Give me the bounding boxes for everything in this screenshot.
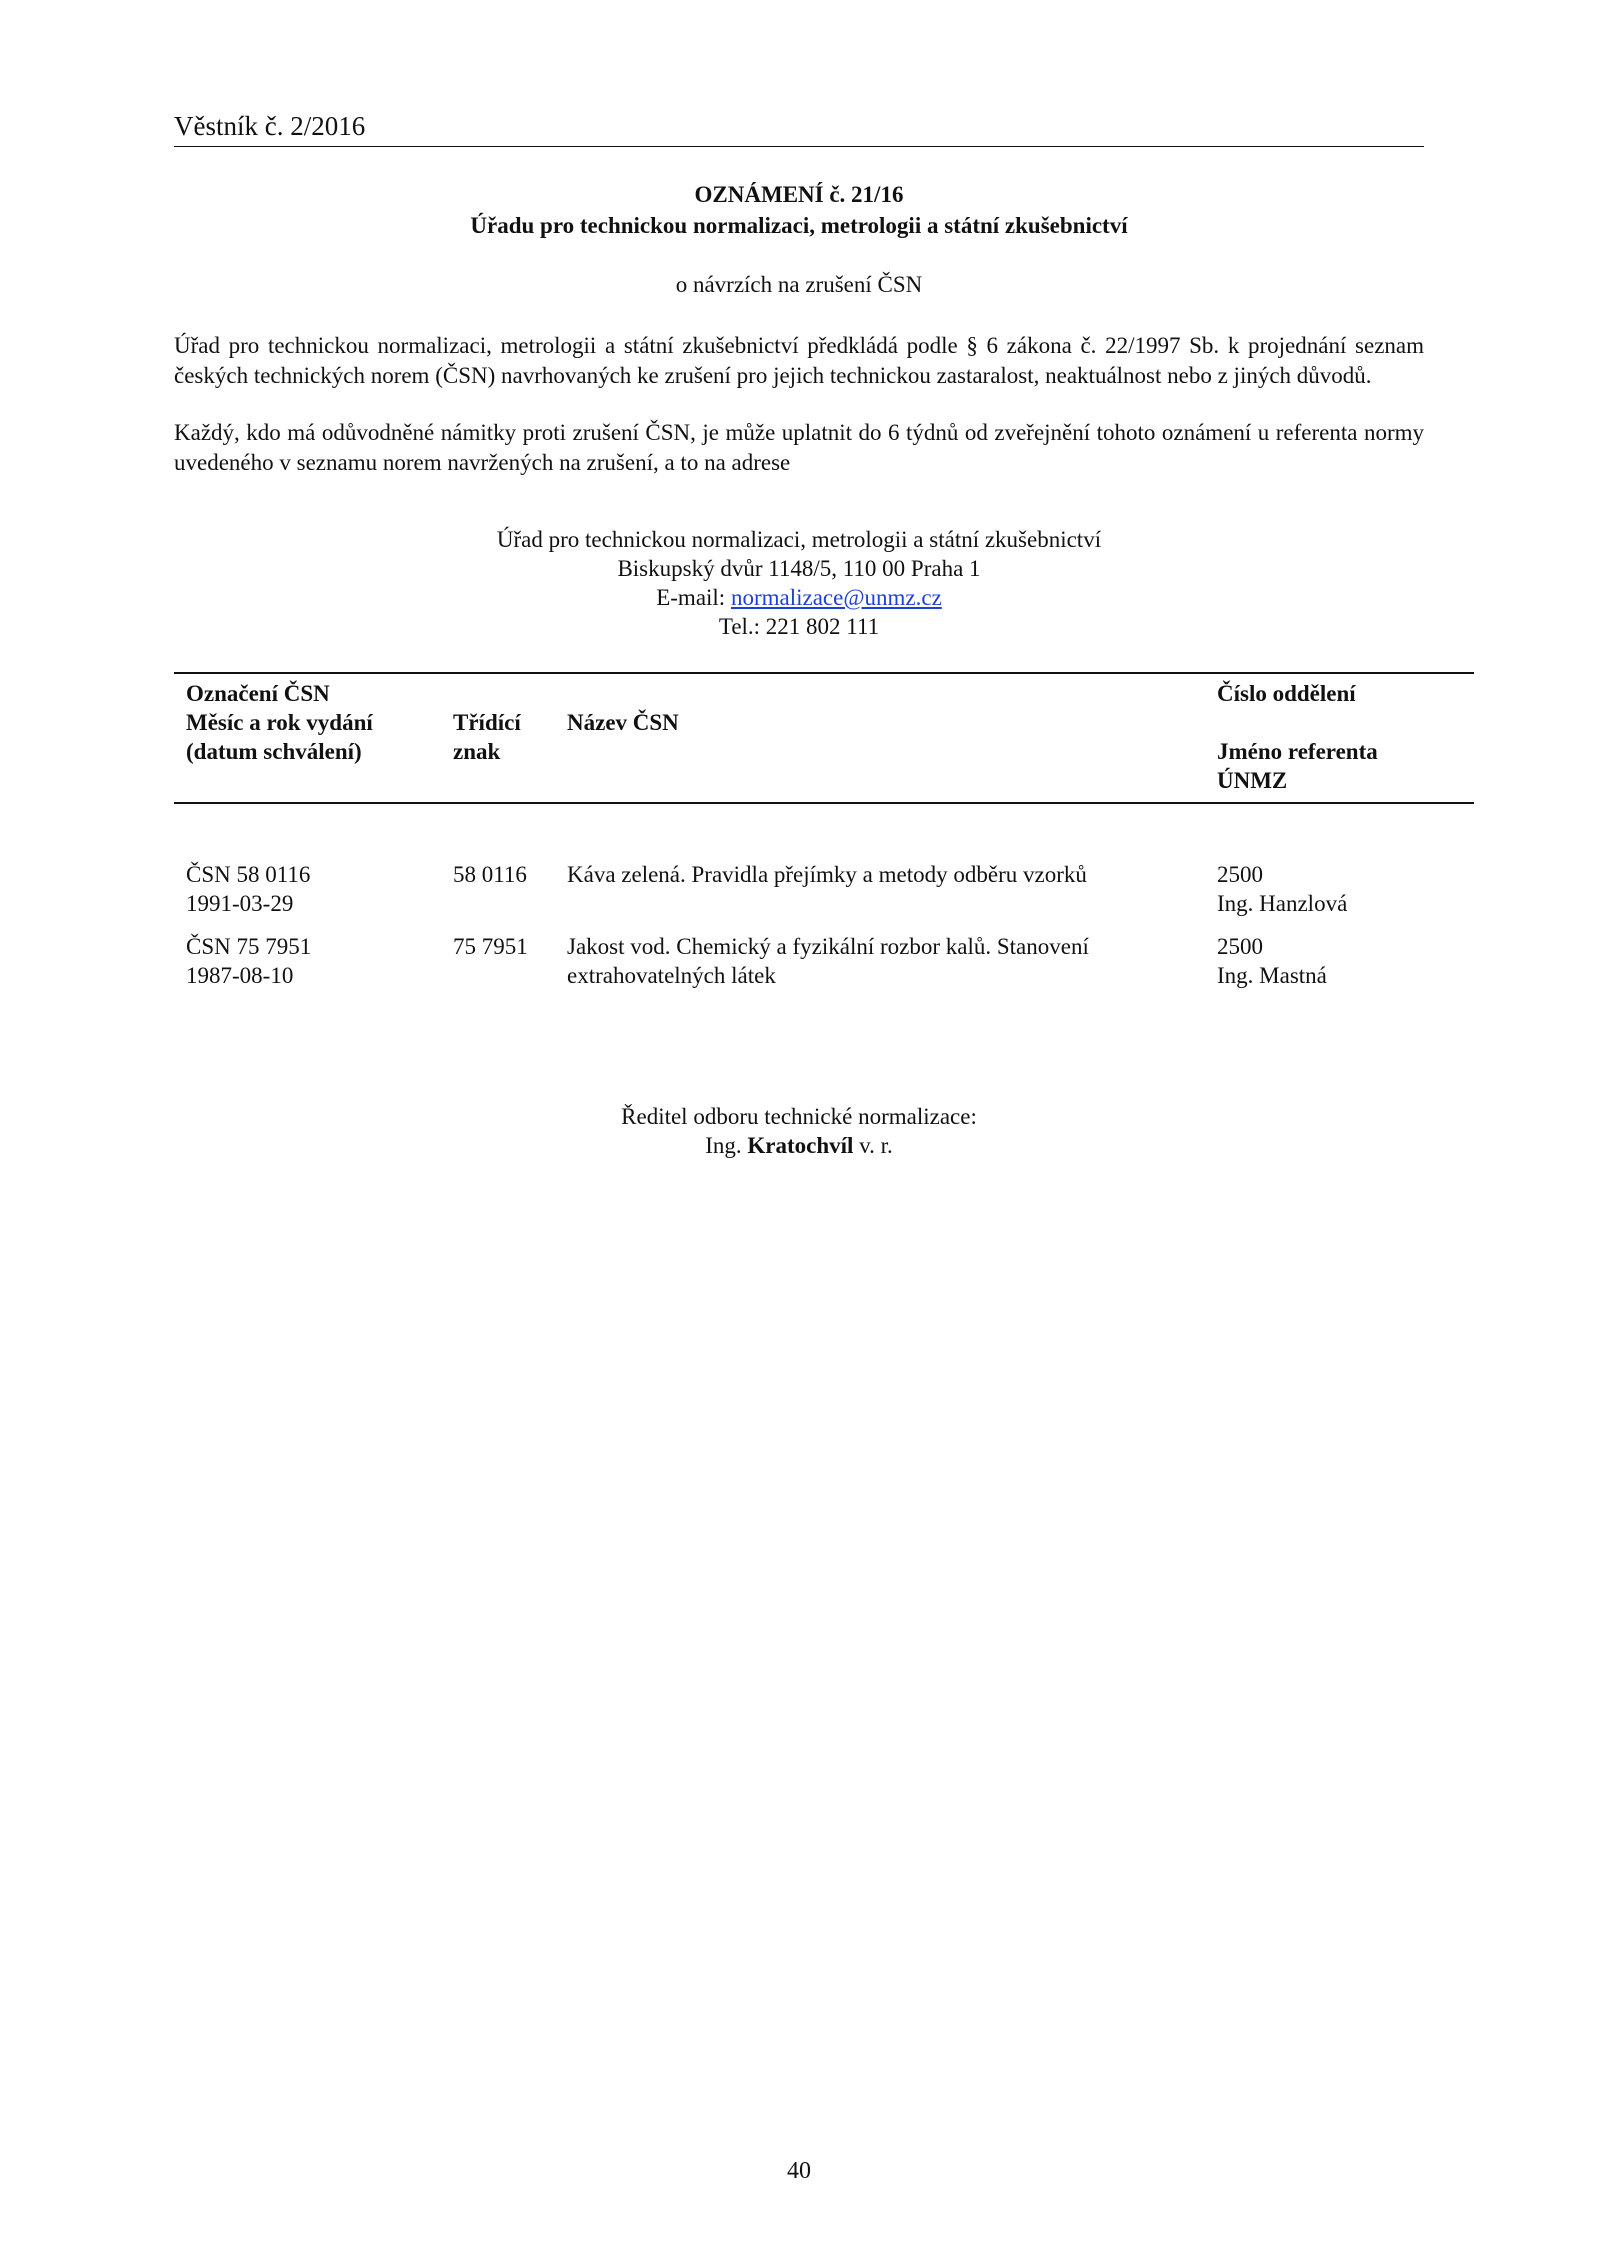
intro-paragraph: Úřad pro technickou normalizaci, metrologii a státní zkušebnictví předkládá podle § 6 zákona č. 22/1997 Sb. k projednání seznam českých technických norem (ČSN) navrhovaných ke zrušení pro jejich technickou zastaralost, neaktuálnost nebo z jiných důvodů. bbox=[174, 333, 1424, 388]
signature-surname: Kratochvíl bbox=[747, 1133, 854, 1158]
signature-prefix: Ing. bbox=[705, 1133, 748, 1158]
row-referent: Ing. Mastná bbox=[1217, 963, 1327, 988]
row-name-line2: extrahovatelných látek bbox=[567, 963, 776, 988]
row-date: 1991-03-29 bbox=[186, 891, 294, 916]
header-approval-date: (datum schválení) bbox=[186, 739, 362, 764]
row-code: ČSN 58 0116 bbox=[186, 862, 311, 887]
signature-suffix: v. r. bbox=[853, 1133, 893, 1158]
signature-name bbox=[174, 1131, 1424, 1160]
row-date: 1987-08-10 bbox=[186, 963, 294, 988]
row-class: 75 7951 bbox=[453, 934, 528, 959]
email-label: E-mail: bbox=[656, 585, 731, 610]
row-dept: 2500 bbox=[1217, 934, 1263, 959]
email-link[interactable]: normalizace@unmz.cz bbox=[730, 585, 942, 610]
address-street: Biskupský dvůr 1148/5, 110 00 Praha 1 bbox=[617, 556, 981, 581]
announcement-issuer: Úřadu pro technickou normalizaci, metrologii a státní zkušebnictví bbox=[470, 213, 1128, 238]
row-code: ČSN 75 7951 bbox=[186, 934, 312, 959]
signature-role: Ředitel odboru technické normalizace: bbox=[621, 1104, 977, 1129]
row-name: Jakost vod. Chemický a fyzikální rozbor kalů. Stanovení bbox=[567, 934, 1089, 959]
row-dept: 2500 bbox=[1217, 862, 1263, 887]
table-top-rule bbox=[174, 672, 1474, 674]
journal-header: Věstník č. 2/2016 bbox=[174, 111, 366, 141]
header-issue-date: Měsíc a rok vydání bbox=[186, 710, 373, 735]
header-designation: Označení ČSN bbox=[186, 681, 330, 706]
header-unmz: ÚNMZ bbox=[1217, 768, 1288, 793]
row-referent: Ing. Hanzlová bbox=[1217, 891, 1348, 916]
objection-paragraph: Každý, kdo má odůvodněné námitky proti zrušení ČSN, je může uplatnit do 6 týdnů od zveřejnění tohoto oznámení u referenta normy uvedeného v seznamu norem navržených na zrušení, a to na adrese bbox=[174, 420, 1424, 475]
header-department: Číslo oddělení bbox=[1217, 681, 1356, 706]
table-header-bottom-rule bbox=[174, 802, 1474, 804]
row-class: 58 0116 bbox=[453, 862, 527, 887]
header-referent: Jméno referenta bbox=[1217, 739, 1378, 764]
row-name: Káva zelená. Pravidla přejímky a metody odběru vzorků bbox=[567, 862, 1087, 887]
header-class-code-line2: znak bbox=[453, 739, 501, 764]
address-phone: Tel.: 221 802 111 bbox=[718, 614, 880, 639]
header-class-code: Třídící bbox=[453, 710, 521, 735]
announcement-topic: o návrzích na zrušení ČSN bbox=[675, 272, 923, 297]
address-email-line bbox=[174, 583, 1424, 612]
address-org: Úřad pro technickou normalizaci, metrologii a státní zkušebnictví bbox=[496, 527, 1102, 552]
header-rule bbox=[174, 146, 1424, 147]
header-standard-name: Název ČSN bbox=[567, 710, 679, 735]
page-number: 40 bbox=[787, 2158, 811, 2184]
announcement-title: OZNÁMENÍ č. 21/16 bbox=[694, 182, 904, 207]
